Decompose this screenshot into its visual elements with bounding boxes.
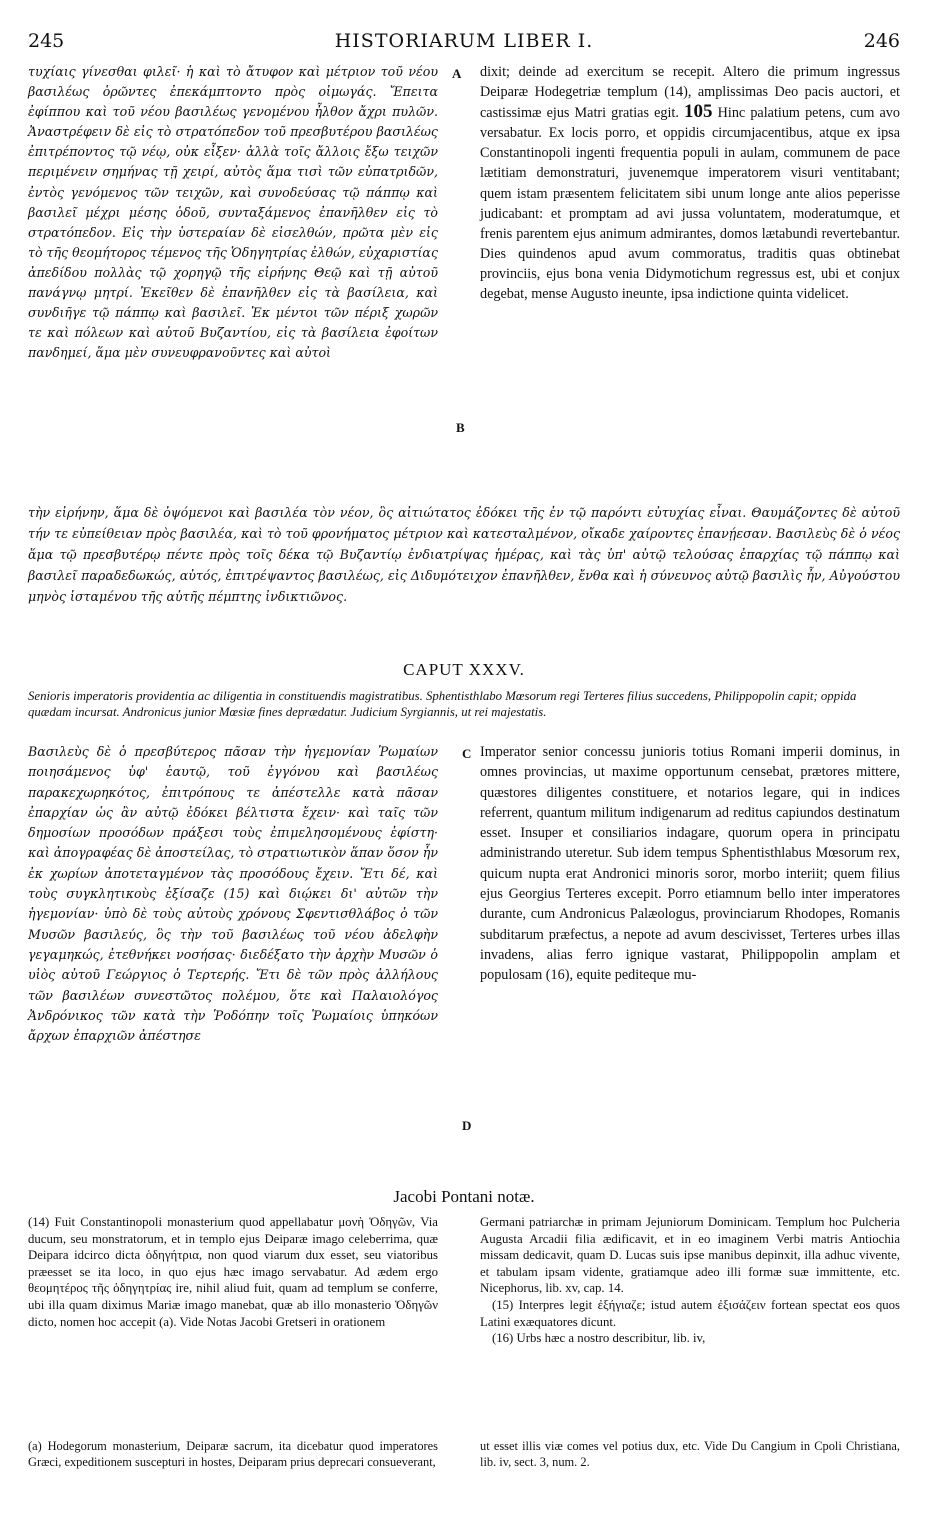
page [28, 0, 900, 1540]
section-number: 105 [684, 101, 713, 123]
latin-column-top [480, 62, 900, 304]
note-14-continued: Germani patriarchæ in primam Jejuniorum Dominicam. Templum hoc Pulcheria Augusta Arcadii filia ædificavit, et in eo imaginem Verbi matris Antiochia missam dedicavit, quam D. Lucas suis ipse manibus depinxit, illa adhuc vivente, et tabulam ipsam vidente, gratiamque adeo illi formæ suæ immittente, etc. Nicephorus, lib. xv, cap. 14. [480, 1215, 900, 1296]
margin-letter-b: B [456, 420, 465, 435]
latin-text-top-1: dixit; deinde ad exercitum se recepit. Altero die primum ingressus Deiparæ Hodegetriæ templum (14), amplissimas Deo pacis auctori, et castissimæ ejus Matri gratias egit. [480, 64, 900, 122]
greek-full-width: τὴν εἰρήνην, ἅμα δὲ ὀψόμενοι καὶ βασιλέα τὸν νέον, ὃς αἰτιώτατος ἐδόκει τῆς ἐν τῷ παρόντι εὐτυχίας εἶναι. Θαυμάζοντες δὲ αὐτοῦ τήν τε εὐπείθειαν πρὸς βασιλέα, καὶ τὸ τοῦ φρονήματος μέτριον καὶ κατεσταλμένον, οἴκαδε χαίροντες ἐπανῄεσαν. Βασιλεὺς δὲ ὁ νέος ἅμα τῷ πρεσβυτέρῳ πέντε πρὸς τοῖς δέκα τῷ Βυζαντίῳ ἐνδιατρίψας ἡμέρας, καὶ τὰς ὑπ' αὐτῷ τελούσας ἐπαρχίας τῷ πάππῳ καὶ βασιλεῖ παραδεδωκώς, αὐτός, ἐπιτρέψαντος βασιλέως, εἰς Διδυμότειχον ἐπανῆλθεν, ἔνθα καὶ ἡ σύνευνος αὐτῷ βασιλὶς ἦν, Αὐγούστου μηνὸς ἱσταμένου τῆς αὐτῆς πέμπτης ἰνδικτιῶνος. [28, 505, 900, 604]
greek-column-top: τυχίαις γίνεσθαι φιλεῖ· ἡ καὶ τὸ ἄτυφον καὶ μέτριον τοῦ νέου βασιλέως ὁρῶντες ἐπεκάμπτοντο πρὸς οἰμωγάς. Ἔπειτα ἐφίππου καὶ τοῦ νέου βασιλέως γενομένου ἦλθον ἄχρι πυλῶν. Ἀναστρέφειν δὲ εἰς τὸ στρατόπεδον τοῦ πρεσβυτέρου βασιλέως ἐπιτρέποντος τῷ νέῳ, οὐκ εἶξεν· ἀλλὰ τοῖς ἄλλοις ἔξω τειχῶν περιμένειν σημήνας τῇ χειρί, αὐτὸς ἅμα τισὶ τῶν εὐπατριδῶν, ἐντὸς γενόμενος τῶν τειχῶν, καὶ συνοδεύσας τῷ πάππῳ καὶ βασιλεῖ μέχρι μέσης ὁδοῦ, συνταξάμενος ἐπανῆλθεν εἰς τὸ στρατόπεδον. Εἰς τὴν ὑστεραίαν δὲ εἰσελθών, πρῶτα μὲν εἰς τὸ τῆς θεομήτορος τέμενος τῆς Ὁδηγητρίας ἐλθών, εὐχαριστίας ἀπεδίδου πολλὰς τῷ χορηγῷ τῆς εἰρήνης Θεῷ καὶ τῇ αὐτοῦ πανάγνῳ μητρί. Ἐκεῖθεν δὲ ἐπανῆλθεν εἰς τὰ βασίλεια, καὶ συνδιῆγε τῷ πάππῳ καὶ βασιλεῖ. Ἐκ μέντοι τῶν πέριξ χωρῶν τε καὶ πόλεων καὶ αὐτοῦ Βυζαντίου, εἰς τὰ βασίλεια ἐφοίτων πανδημεί, ἅμα μὲν συνευφρανοῦντες καὶ αὐτοὶ [28, 64, 438, 361]
chapter-heading: CAPUT XXXV. [403, 660, 525, 679]
note-14: (14) Fuit Constantinopoli monasterium quod appellabatur μονὴ Ὁδηγῶν, Via ducum, seu monstratorum, et in templo ejus Deiparæ imago celeberrima, quæ Deipara idcirco dicta ὁδηγήτρια, non quod viarum dux esset, seu viatoribus præesset se ita loco, in quo ejus hæc imago servabatur. Ad ædem ergo θεομητέρος τῆς ὁδηγητρίας ire, nihil aliud fuit, quam ad templum se conferre, ubi illa quam diximus Mariæ imago manebat, quæ ab illo monasterio Ὁδηγῶν dicto, nomen hoc accepit (a). Vide Notas Jacobi Gretseri in orationem [28, 1215, 438, 1329]
greek-column-bottom: Βασιλεὺς δὲ ὁ πρεσβύτερος πᾶσαν τὴν ἡγεμονίαν Ῥωμαίων ποιησάμενος ὑφ' ἑαυτῷ, τοῦ ἐγγόνου καὶ βασιλέως παρακεχωρηκότος, ἐπιτρόπους τε ἀπέστελλε κατὰ πᾶσαν ἐπαρχίαν ὡς ἂν αὐτῷ ἐδόκει βέλτιστα ἔχειν· καὶ ταῖς τῶν δημοσίων προσόδων πράξεσι τοὺς ἐπιμελησομένους ἐφίστη· καὶ ἀπογραφέας δὲ ἀποστείλας, τὸ στρατιωτικὸν ἅπαν ὅσον ἦν ἐκ χωρίων ἀποτεταγμένον τὰς προσόδους ἔχειν. Ἔτι δέ, καὶ τοὺς συγκλητικοὺς ἐξίσαζε (15) καὶ διῴκει δι' αὐτῶν τὴν ἡγεμονίαν· ὑπὸ δὲ τοὺς αὐτοὺς χρόνους Σφεντισθλάβος ὁ τῶν Μυσῶν βασιλεύς, ὃς τὴν τοῦ βασιλέως τοῦ νέου ἀδελφὴν γεγαμηκώς, ἐτεθνήκει νοσήσας· διεδέξατο τὴν ἀρχὴν Μυσῶν ὁ υἱὸς αὐτοῦ Γεώργιος ὁ Τερτερής. Ἔτι δὲ τῶν πρὸς ἀλλήλους τῶν βασιλέων συνεστῶτος πολέμου, ὅτε καὶ Παλαιολόγος Ἀνδρόνικος τῶν κατὰ τὴν Ῥοδόπην τοῖς Ῥωμαίοις ὑπηκόων ἄρχων ἐπαρχιῶν ἀπέστησε [28, 744, 438, 1044]
page-number-right: 246 [863, 30, 900, 52]
margin-letter-c: C [462, 746, 472, 761]
latin-text-top-2: Hinc palatium petens, cum avo versabatur. Ex locis porro, et oppidis circumjacentibus, atque ex ipsa Constantinopoli ingenti frequentia populi in aulam, communem de pace lætitiam demonstraturi, juvenemque imperatorem visuri ventitabant; quem istam præsentem felicitatem sibi unum longe ante alios peperisse judicabant: et promptam ad avi jussa voluntatem, moderatumque, et frenis parentem ejus animum admirantes, domos lætabundi revertebantur. Dies quindenos apud avum commoratus, traditis quas obtinebat provinciis, ejus bona venia Didymotichum regressus est, ubi et conjux degebat, mense Augusto ineunte, ipsa indictione quinta videlicet. [480, 105, 900, 303]
running-title: HISTORIARUM LIBER I. [334, 30, 594, 52]
page-number-left: 245 [28, 30, 65, 52]
note-15: (15) Interpres legit ἐξήγιαζε; istud autem ἐξισάζειν fortean spectat eos quos Latini exæquatores dicunt. [480, 1297, 900, 1329]
chapter-summary: Senioris imperatoris providentia ac diligentia in constituendis magistratibus. Sphentisthlabo Mœsorum regi Terteres filius succedens, Philippopolin capit; oppida quædam incursat. Andronicus junior Mœsiæ fines deprædatur. Judicium Syrgiannis, ut rei majestatis. [28, 689, 857, 719]
margin-letter-a: A [452, 66, 462, 81]
margin-letter-d: D [462, 1118, 472, 1133]
footnote-a: (a) Hodegorum monasterium, Deiparæ sacrum, ita dicebatur quod imperatores Græci, expeditionem suscepturi in hostes, Deiparam prius deprecari consueverant, [28, 1439, 438, 1469]
latin-column-bottom: Imperator senior concessu junioris totius Romani imperii dominus, in omnes provincias, ut maxime opportunum censebat, prætores mittere, quæstores diligentes constituere, et notarios legare, qui in indices referrent, quantum militum indigenarum ad reditus capiundos destinatum esset. Insuper et consiliarios indagare, quorum opera in principatu administrando uteretur. Sub idem tempus Sphentisthlabus Mœsorum rex, quicum nupta erat Andronici minoris soror, morbo interiit; quem filius ejus Georgius Terteres excepit. Porro etiamnum bello inter imperatores durante, cum Andronicus Palæologus, provinciarum Rhodopes, Romanis subditarum præfectus, a nepote ad avum descivisset, Terteres urbes illas invadens, alias ferro ignique vastarat, Philippopolin amplam et populosam (16), equite pediteque mu- [480, 744, 900, 984]
notes-heading: Jacobi Pontani notæ. [393, 1187, 535, 1206]
note-16: (16) Urbs hæc a nostro describitur, lib. iv, [492, 1331, 706, 1346]
running-header [28, 30, 900, 60]
footnote-a-continued: ut esset illis viæ comes vel potius dux, etc. Vide Du Cangium in Cpoli Christiana, lib. iv, sect. 3, num. 2. [480, 1439, 900, 1469]
notes-right-column [480, 1214, 900, 1347]
